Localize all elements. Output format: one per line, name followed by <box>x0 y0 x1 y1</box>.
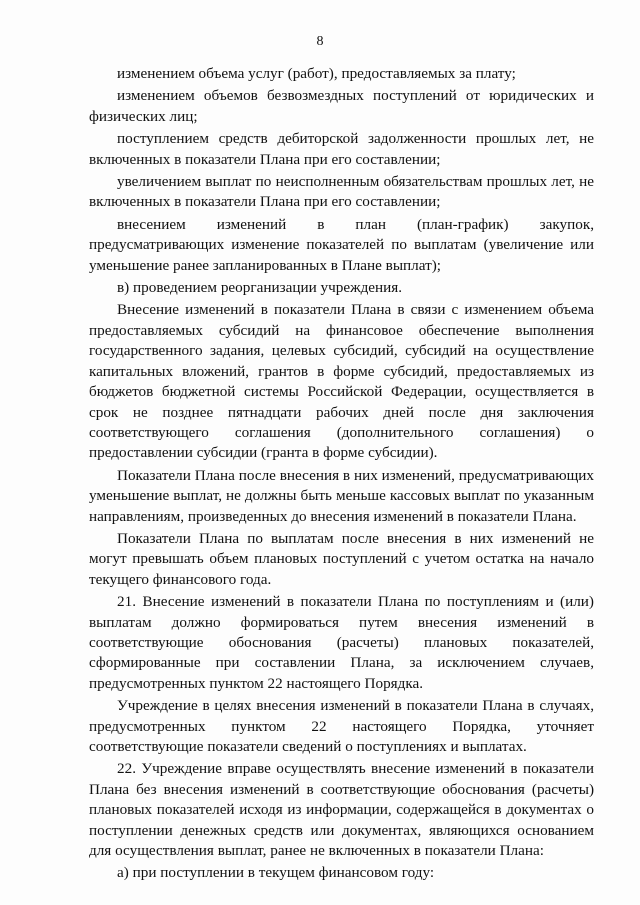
paragraph: 22. Учреждение вправе осуществлять внесение изменений в показатели Плана без внесения изменений в соответствующие обоснования (расчеты) плановых показателей исходя из информации, содержащейся в документах о поступлении денежных средств или документах, являющихся основанием для осуществления выплат, ранее не включенных в показатели Плана: <box>89 760 594 860</box>
paragraph: внесением изменений в план (план-график) закупок, предусматривающих изменение показателей по выплатам (увеличение или уменьшение ранее запланированных в Плане выплат); <box>89 215 594 274</box>
paragraph: поступлением средств дебиторской задолженности прошлых лет, не включенных в показатели Плана при его составлении; <box>89 130 594 168</box>
paragraph: изменением объема услуг (работ), предоставляемых за плату; <box>117 65 516 82</box>
paragraph: Внесение изменений в показатели Плана в связи с изменением объема предоставляемых субсидий на финансовое обеспечение выполнения государственного задания, целевых субсидий, субсидий на осуществление капитальных вложений, грантов в форме субсидий, предоставляемых из бюджетов бюджетной системы Российской Федерации, осуществляется в срок не позднее пятнадцати рабочих дней после дня заключения соответствующего соглашения (дополнительного соглашения) о предоставлении субсидии (гранта в форме субсидии). <box>89 301 594 462</box>
paragraph: а) при поступлении в текущем финансовом году: <box>117 864 435 882</box>
paragraph: изменением объемов безвозмездных поступлений от юридических и физических лиц; <box>89 87 594 125</box>
paragraph: Показатели Плана после внесения в них изменений, предусматривающих уменьшение выплат, не должны быть меньше кассовых выплат по указанным направлениям, произведенных до внесения изменений в показатели Плана. <box>89 466 594 525</box>
page-number: 8 <box>316 34 324 49</box>
paragraph: 21. Внесение изменений в показатели Плана по поступлениям и (или) выплатам должно формироваться путем внесения изменений в соответствующие обоснования (расчеты) плановых показателей, сформированные при составлении Плана, за исключением случаев, предусмотренных пунктом 22 настоящего Порядка. <box>89 593 594 692</box>
paragraph: Показатели Плана по выплатам после внесения в них изменений не могут превышать объем плановых поступлений с учетом остатка на начало текущего финансового года. <box>89 529 594 588</box>
paragraph: в) проведением реорганизации учреждения. <box>117 279 403 297</box>
document-body <box>89 64 594 884</box>
paragraph: увеличением выплат по неисполненным обязательствам прошлых лет, не включенных в показатели Плана при его составлении; <box>89 173 594 211</box>
paragraph: Учреждение в целях внесения изменений в показатели Плана в случаях, предусмотренных пунктом 22 настоящего Порядка, уточняет соответствующие показатели сведений о поступлениях и выплатах. <box>89 697 594 755</box>
